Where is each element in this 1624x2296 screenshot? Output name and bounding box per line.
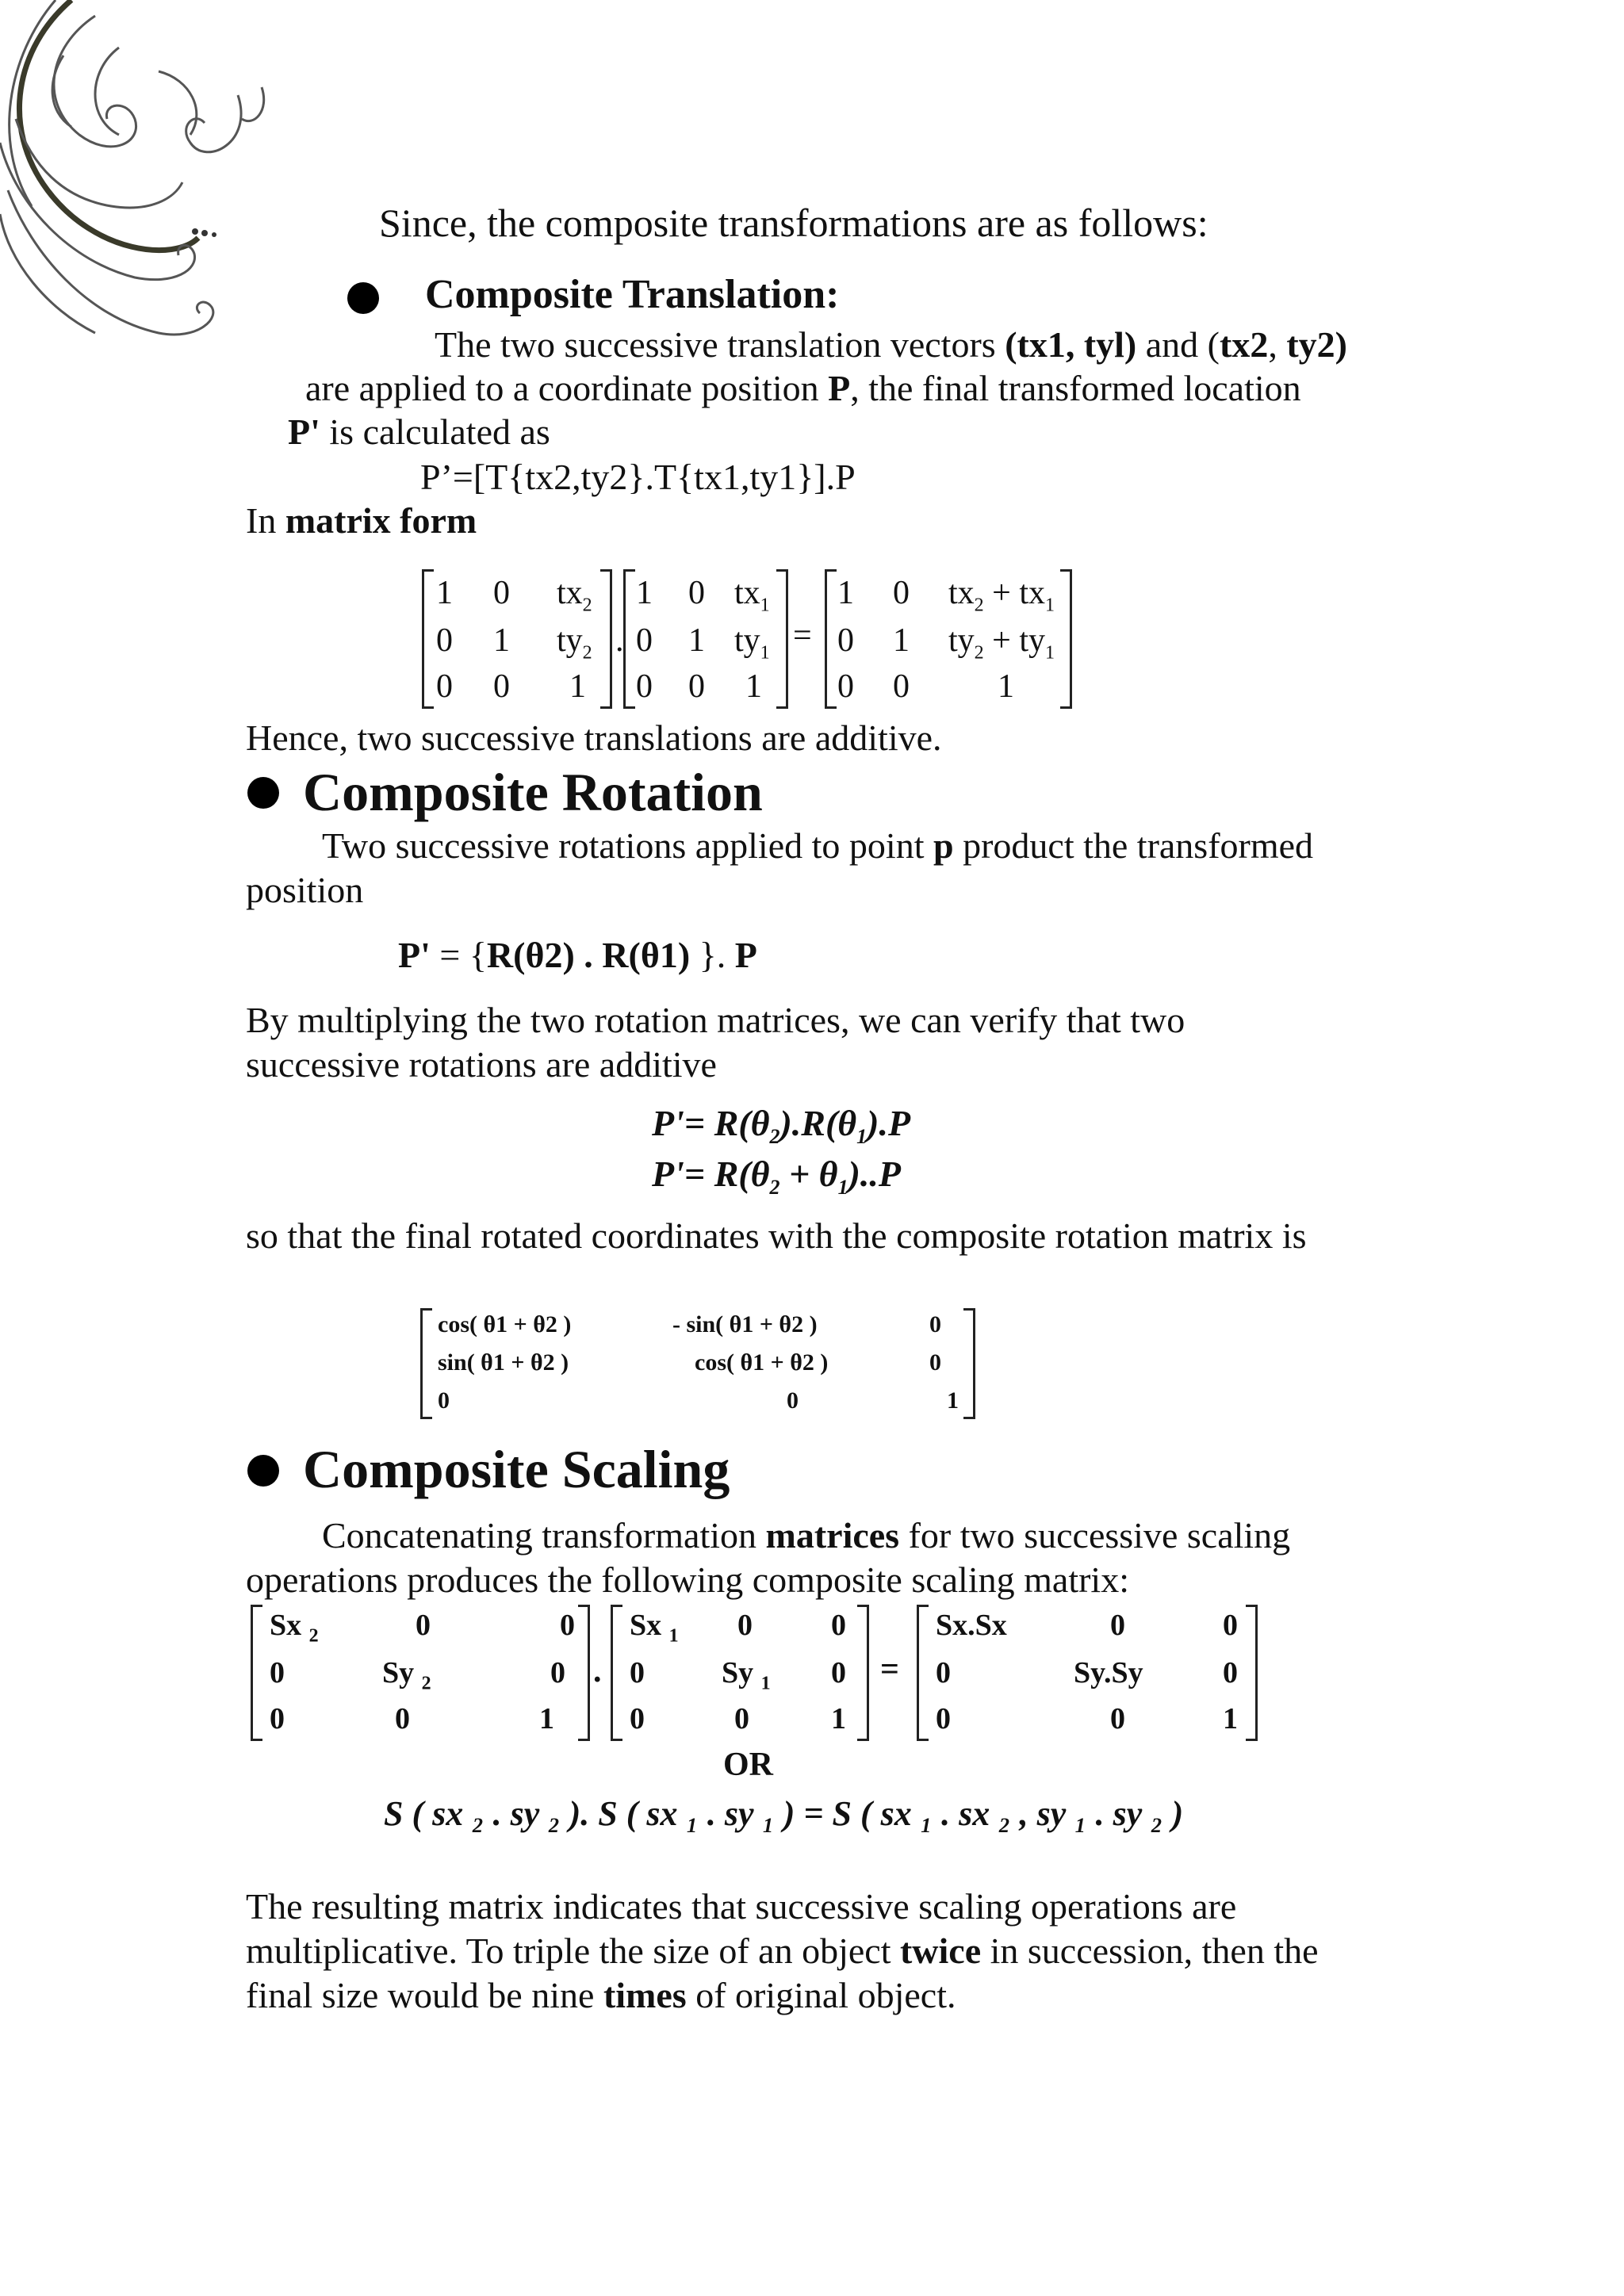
matrix-cell: 0 (831, 1609, 846, 1642)
right-bracket (963, 1308, 975, 1419)
equation-part: ).R(θ (779, 1103, 857, 1143)
scaling-heading: Composite Scaling (303, 1439, 730, 1499)
matrix-cell: 1 (688, 622, 705, 659)
cell-subscript: 1 (760, 1673, 771, 1694)
cell-text: ty (557, 622, 583, 659)
scaling-formula: S ( sx ₂ . sy ₂ ). S ( sx ₁ . sy ₁ ) = S ( sx ₁ . sx ₂ , sy ₁ . sy ₂ ) (384, 1794, 1184, 1833)
matrices-bold: matrices (765, 1515, 900, 1556)
matrix-cell: 0 (630, 1702, 645, 1735)
matrix-cell: 1 (1223, 1702, 1238, 1735)
translation-matrix-t2 (422, 569, 612, 709)
scaling-matrix-s1 (611, 1605, 869, 1741)
matrix-cell (270, 1608, 319, 1647)
bullet-icon (347, 282, 379, 314)
matrix-cell (382, 1655, 431, 1695)
matrix-cell: 0 (438, 1387, 450, 1414)
formula-part: P' (398, 935, 431, 975)
cell-subscript: 2 (974, 642, 984, 664)
matrix-cell: 0 (936, 1702, 951, 1735)
equation-subscript: 2 (769, 1176, 780, 1200)
cell-subscript: 2 (974, 595, 984, 616)
rotation-equation-1 (652, 1102, 910, 1149)
matrix-cell: 0 (929, 1311, 941, 1337)
translation-heading: Composite Translation: (425, 272, 840, 317)
scaling-conclusion-line1: The resulting matrix indicates that successive scaling operations are (246, 1886, 1237, 1927)
cell-text: Sy (722, 1656, 754, 1689)
cell-subscript: 2 (582, 595, 592, 616)
times-bold: times (603, 1975, 687, 2015)
matrix-cell: 0 (270, 1702, 285, 1735)
matrix-cell: 0 (560, 1609, 575, 1642)
translation-formula: P’=[T{tx2,ty2}.T{tx1,ty1}].P (420, 457, 856, 497)
left-bracket (917, 1605, 929, 1741)
matrix-cell: cos( θ1 + θ2 ) (695, 1349, 829, 1376)
matrix-cell: 1 (893, 622, 910, 659)
matrix-cell: 0 (936, 1656, 951, 1689)
rotation-equation-2 (652, 1153, 901, 1200)
or-text: OR (723, 1747, 773, 1783)
matrix-cell: 0 (893, 668, 910, 705)
cell-subscript: 2 (308, 1625, 319, 1647)
right-bracket (1060, 569, 1072, 709)
text-run: are applied to a coordinate position (305, 368, 829, 408)
equation-part: + θ (779, 1154, 838, 1194)
text-run: multiplicative. To triple the size of an object (246, 1931, 900, 1971)
equals-operator: = (793, 618, 812, 654)
text-run: , (1268, 324, 1287, 365)
vector2-x-text: tx2 (1220, 324, 1269, 365)
rotation-formula (398, 934, 757, 976)
matrix-cell: 1 (998, 668, 1014, 705)
matrix-cell: 0 (636, 668, 653, 705)
scaling-paragraph-line2: operations produces the following composite scaling matrix: (246, 1559, 1129, 1600)
rotation-paragraph-line2: position (246, 870, 364, 910)
scaling-conclusion-line3 (246, 1974, 956, 2016)
matrix-cell: Sx.Sx (936, 1609, 1007, 1642)
matrix-cell: 0 (893, 575, 910, 611)
matrix-cell: - sin( θ1 + θ2 ) (672, 1311, 818, 1337)
text-run: is calculated as (320, 411, 550, 452)
matrix-cell (630, 1608, 679, 1647)
matrix-cell: 0 (550, 1656, 565, 1689)
matrix-cell: 1 (636, 575, 653, 611)
matrix-cell: 0 (1223, 1656, 1238, 1689)
matrix-cell (557, 574, 592, 616)
vector1-text: (tx1, tyl) (1005, 324, 1137, 365)
matrix-cell (734, 574, 770, 616)
equation-subscript: 1 (856, 1125, 868, 1149)
matrix-cell: 0 (1110, 1702, 1125, 1735)
matrix-cell (948, 574, 1055, 616)
matrix-cell: 0 (493, 575, 510, 611)
matrix-cell: 0 (436, 668, 453, 705)
matrix-cell: 0 (270, 1656, 285, 1689)
vector2-y-text: ty2) (1286, 324, 1347, 365)
text-run: , the final transformed location (850, 368, 1301, 408)
scaling-matrix-s2 (251, 1605, 590, 1741)
matrix-cell: 0 (837, 622, 854, 659)
matrix-cell: 0 (688, 668, 705, 705)
cell-text: Sx (630, 1609, 662, 1642)
twice-bold: twice (899, 1931, 982, 1971)
matrix-cell: 0 (1223, 1609, 1238, 1642)
bullet-icon (247, 1455, 279, 1487)
matrix-cell: 0 (787, 1387, 799, 1414)
matrix-cell: 0 (688, 575, 705, 611)
bullet-icon (247, 777, 279, 809)
point-p-text: P (828, 368, 851, 408)
matrix-cell: 0 (831, 1656, 846, 1689)
text-run: In (246, 500, 285, 541)
rotation-heading: Composite Rotation (303, 762, 763, 822)
matrix-cell: 1 (569, 668, 586, 705)
cell-subscript: 1 (668, 1625, 679, 1647)
formula-part: }. (690, 935, 735, 975)
right-bracket (578, 1605, 590, 1741)
multiply-operator: . (593, 1653, 602, 1689)
translation-matrix-result (825, 569, 1072, 709)
scaling-conclusion-line2 (246, 1930, 1319, 1972)
equals-operator: = (880, 1651, 899, 1688)
matrix-cell: 1 (493, 622, 510, 659)
translation-paragraph-line1 (435, 323, 1347, 365)
cell-text: ty (734, 622, 760, 659)
text-run: and ( (1136, 324, 1220, 365)
cell-text: tx (734, 575, 760, 611)
matrix-cell: 0 (436, 622, 453, 659)
right-bracket (600, 569, 612, 709)
matrix-cell: 0 (737, 1609, 753, 1642)
cell-text: Sy (382, 1656, 415, 1689)
left-bracket (825, 569, 837, 709)
text-run: Concatenating transformation (322, 1515, 766, 1556)
left-bracket (623, 569, 635, 709)
matrix-cell: 1 (436, 575, 453, 611)
translation-conclusion: Hence, two successive translations are additive. (246, 718, 942, 758)
equation-subscript: 2 (769, 1125, 780, 1149)
matrix-cell: 1 (837, 575, 854, 611)
matrix-cell: 0 (734, 1702, 749, 1735)
cell-text: + ty (983, 622, 1046, 659)
cell-subscript: 1 (1045, 595, 1055, 616)
cell-text: + tx (983, 575, 1046, 611)
decorative-swirl-ornament (0, 0, 285, 381)
text-run: Two successive rotations applied to point (322, 825, 933, 866)
matrix-form-bold: matrix form (285, 500, 477, 541)
matrix-cell: 0 (493, 668, 510, 705)
intro-text: Since, the composite transformations are as follows: (379, 201, 1208, 245)
rotation-paragraph-line3: By multiplying the two rotation matrices, we can verify that two (246, 1000, 1185, 1040)
matrix-cell: Sy.Sy (1074, 1656, 1143, 1689)
matrix-cell (557, 622, 592, 664)
text-run: of original object. (686, 1975, 956, 2015)
matrix-cell: cos( θ1 + θ2 ) (438, 1311, 572, 1337)
cell-subscript: 1 (760, 642, 770, 664)
translation-matrix-t1 (623, 569, 788, 709)
formula-part: R(θ2) . R(θ1) (486, 935, 691, 975)
matrix-form-label (246, 499, 477, 541)
matrix-cell: 1 (831, 1702, 846, 1735)
text-run: for two successive scaling (899, 1515, 1291, 1556)
scaling-paragraph-line1 (322, 1514, 1290, 1556)
cell-subscript: 2 (421, 1673, 431, 1694)
matrix-cell: 1 (539, 1702, 554, 1735)
matrix-cell: 0 (837, 668, 854, 705)
matrix-cell: 0 (630, 1656, 645, 1689)
matrix-cell: 0 (636, 622, 653, 659)
equation-part: )..P (848, 1154, 901, 1194)
left-bracket (420, 1308, 432, 1419)
point-p-text: p (933, 825, 954, 866)
cell-text: ty (948, 622, 975, 659)
formula-part: = { (430, 935, 487, 975)
text-run: product the transformed (953, 825, 1314, 866)
matrix-cell: 1 (947, 1387, 959, 1414)
matrix-cell: 0 (929, 1349, 941, 1376)
cell-subscript: 2 (582, 642, 592, 664)
matrix-cell: sin( θ1 + θ2 ) (438, 1349, 569, 1376)
formula-part: P (734, 935, 757, 975)
rotation-paragraph-line4: successive rotations are additive (246, 1044, 717, 1085)
right-bracket (857, 1605, 869, 1741)
rotation-paragraph-line1 (322, 825, 1313, 867)
cell-text: tx (557, 575, 583, 611)
left-bracket (611, 1605, 622, 1741)
translation-paragraph-line2 (305, 367, 1301, 409)
equation-part: P'= R(θ (652, 1103, 770, 1143)
rotation-paragraph-line5: so that the final rotated coordinates with the composite rotation matrix is (246, 1215, 1307, 1256)
equation-subscript: 1 (837, 1176, 848, 1200)
matrix-cell: 0 (1110, 1609, 1125, 1642)
multiply-operator: . (615, 622, 624, 659)
equation-part: P'= R(θ (652, 1154, 770, 1194)
translation-paragraph-line3 (288, 411, 550, 453)
text-run: final size would be nine (246, 1975, 603, 2015)
matrix-cell: 0 (395, 1702, 410, 1735)
scaling-matrix-result (917, 1605, 1258, 1741)
matrix-cell (948, 622, 1055, 664)
equation-part: ).P (867, 1103, 911, 1143)
cell-subscript: 1 (760, 595, 770, 616)
matrix-cell (734, 622, 770, 664)
matrix-cell (722, 1655, 771, 1695)
rotation-composite-matrix (420, 1308, 975, 1419)
text-run: The two successive translation vectors (435, 324, 1005, 365)
cell-text: tx (948, 575, 975, 611)
right-bracket (1246, 1605, 1258, 1741)
matrix-cell: 1 (745, 668, 762, 705)
cell-text: Sx (270, 1609, 302, 1642)
right-bracket (776, 569, 788, 709)
point-p-prime-text: P' (288, 411, 320, 452)
text-run: in succession, then the (981, 1931, 1319, 1971)
left-bracket (251, 1605, 262, 1741)
matrix-cell: 0 (416, 1609, 431, 1642)
left-bracket (422, 569, 434, 709)
cell-subscript: 1 (1045, 642, 1055, 664)
